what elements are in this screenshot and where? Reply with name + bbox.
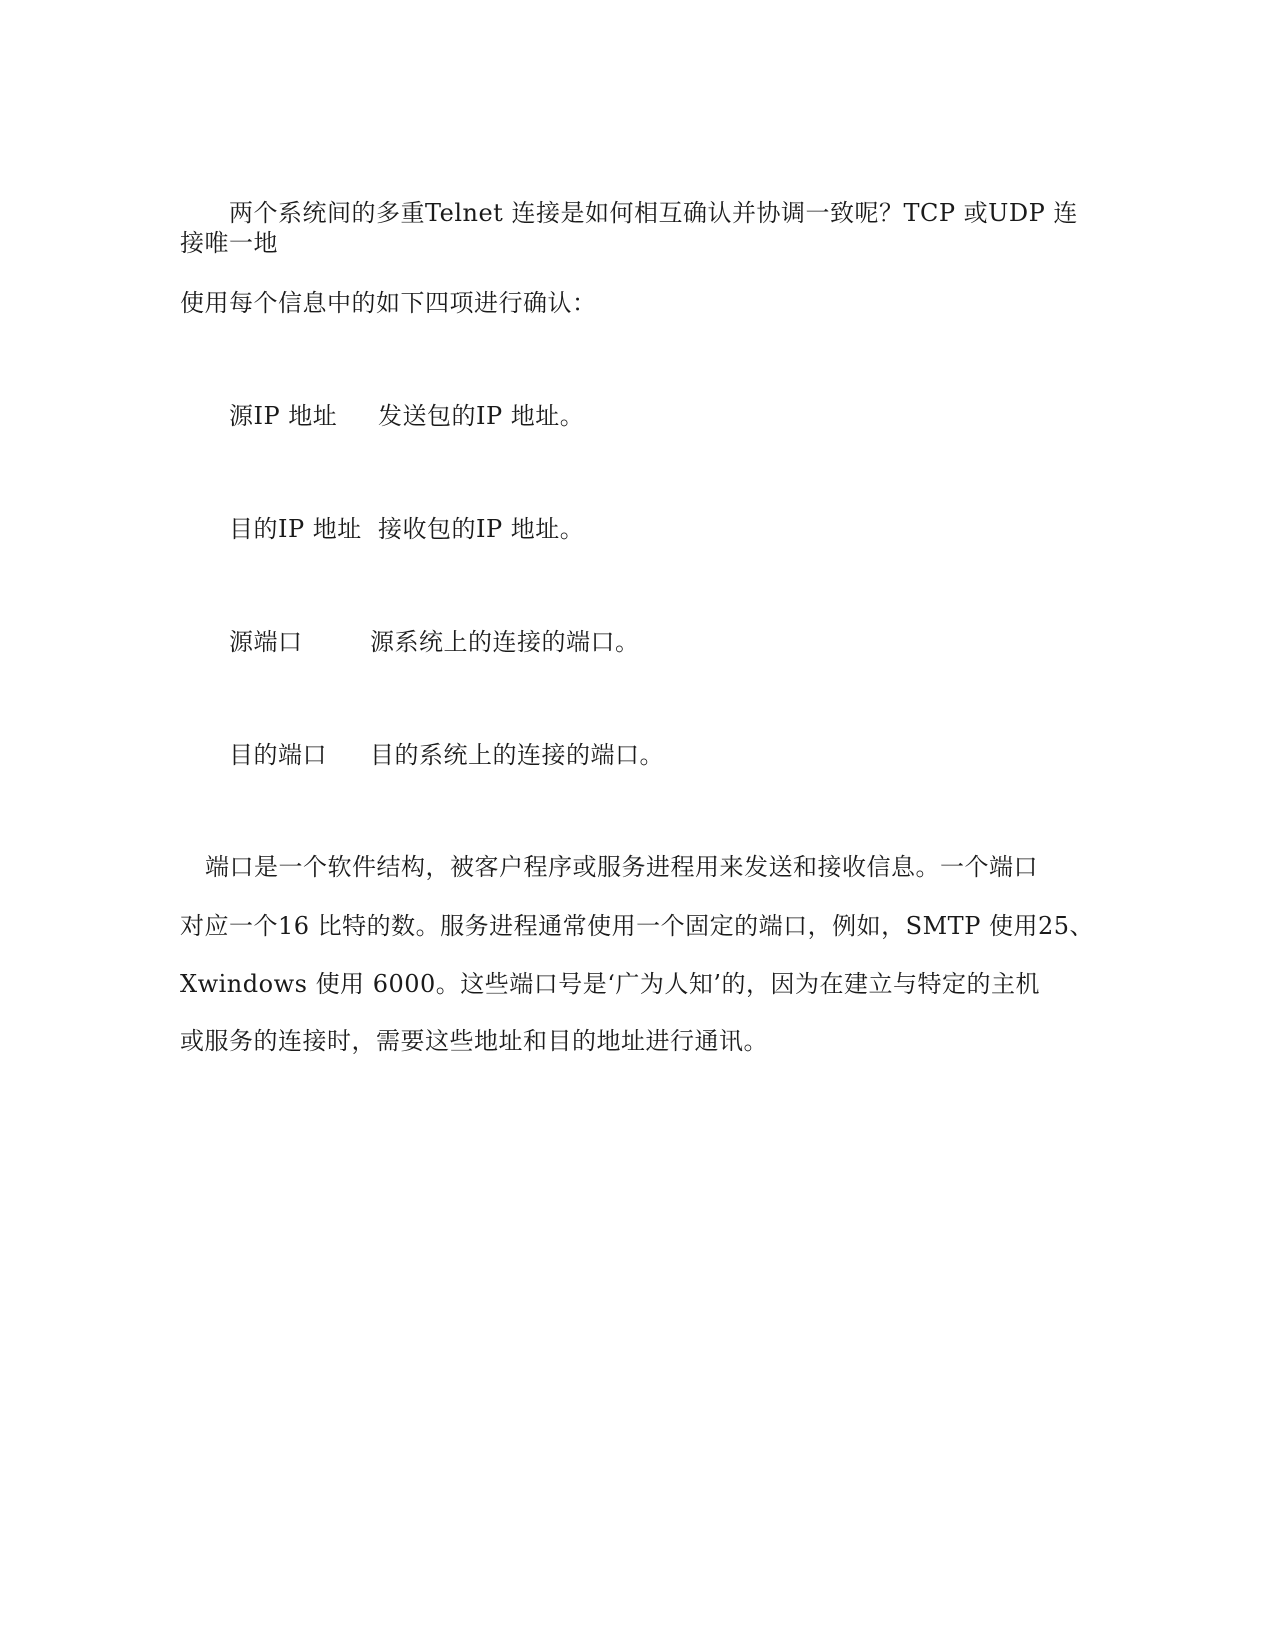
item-term: 目的IP 地址 <box>229 515 362 543</box>
list-item <box>229 401 337 431</box>
intro-line-2: 接唯一地 <box>180 229 278 257</box>
paragraph-line-2: 对应一个16 比特的数。服务进程通常使用一个固定的端口，例如，SMTP 使用25、 <box>180 912 1095 940</box>
list-item <box>229 514 362 544</box>
paragraph-line-4: 或服务的连接时，需要这些地址和目的地址进行通讯。 <box>180 1027 768 1055</box>
list-item <box>229 740 327 770</box>
list-item-desc: 源系统上的连接的端口。 <box>370 628 640 656</box>
item-term: 源IP 地址 <box>229 402 338 430</box>
item-term: 目的端口 <box>229 741 327 769</box>
item-term: 源端口 <box>229 628 303 656</box>
list-item-desc: 接收包的IP 地址。 <box>378 515 585 543</box>
intro-line-3: 使用每个信息中的如下四项进行确认： <box>180 289 597 317</box>
paragraph-line-3: Xwindows 使用 6000。这些端口号是‘广为人知’的，因为在建立与特定的主机 <box>180 970 1041 998</box>
list-item-desc: 发送包的IP 地址。 <box>378 402 585 430</box>
intro-line-1: 两个系统间的多重Telnet 连接是如何相互确认并协调一致呢？TCP 或UDP 连 <box>229 199 1078 227</box>
list-item <box>229 627 303 657</box>
list-item-desc: 目的系统上的连接的端口。 <box>370 741 664 769</box>
paragraph-line-1: 端口是一个软件结构，被客户程序或服务进程用来发送和接收信息。一个端口 <box>205 853 1038 881</box>
